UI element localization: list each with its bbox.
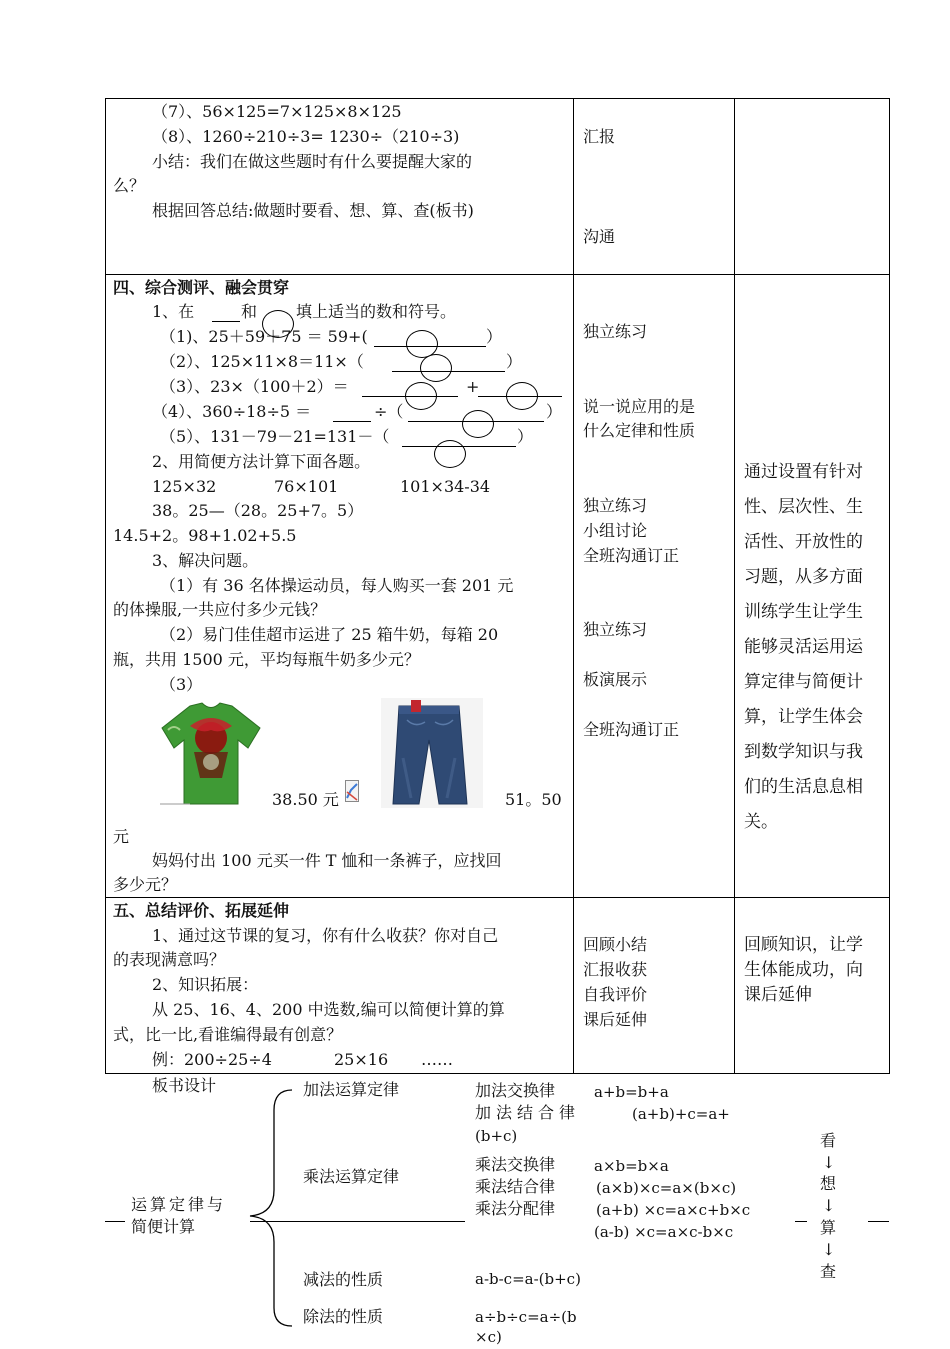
q1-item-2-a: （2）、125×11×8＝11×（ <box>160 352 364 371</box>
jeans-price: 51。50 <box>505 790 562 809</box>
q1-item-3-circle-2 <box>506 382 538 410</box>
board-step-arrow-3: ↓ <box>822 1240 836 1259</box>
s5-intent-2: 生体能成功，向 <box>744 960 863 980</box>
q1-item-4-blank-1 <box>333 421 371 422</box>
q1-intro-b: 和 <box>241 302 258 321</box>
s5-line-3b: 式，比一比,看谁编得最有创意？ <box>113 1025 343 1044</box>
q3-item-2-line2: 瓶，共用 1500 元，平均每瓶牛奶多少元？ <box>113 650 420 669</box>
q1-item-4-a: （4）、360÷18÷5 ＝ <box>152 402 312 421</box>
summary-question-line2: 么？ <box>113 176 146 195</box>
q1-blank-sample <box>212 321 240 322</box>
q1-item-4-c: ） <box>546 402 563 421</box>
board-right-tick <box>868 1221 889 1222</box>
summary-question-line1: 小结：我们在做这些题时有什么要提醒大家的 <box>152 152 473 171</box>
board-sub-property: 减法的性质 <box>303 1270 384 1289</box>
s4-intent-1: 通过设置有针对 <box>744 462 863 482</box>
table-top-border <box>105 98 890 99</box>
q1-item-4-b: ÷（ <box>374 402 404 421</box>
q2-item-4: 38。25—（28。25+7。5） <box>152 501 364 520</box>
col-divider-1 <box>573 98 574 1074</box>
s4-intent-5: 训练学生让学生 <box>744 602 863 622</box>
s5-example-ellipsis: …… <box>421 1050 453 1069</box>
s4-intent-6: 能够灵活运用运 <box>744 637 863 657</box>
board-add-associative-formula-2: (b+c) <box>475 1127 518 1145</box>
jeans-image <box>381 698 483 808</box>
s4-intent-4: 习题，从多方面 <box>744 567 863 587</box>
s4-intent-7: 算定律与简便计 <box>744 672 863 692</box>
q3-item-1-line1: （1）有 36 名体操运动员，每人购买一套 201 元 <box>160 576 514 595</box>
q1-intro-a: 1、在 <box>152 302 195 321</box>
board-mul-distributive-formula: (a+b) ×c=a×c+b×c <box>596 1201 751 1219</box>
board-root-line1: 运算定律与 <box>131 1195 227 1214</box>
board-div-formula-2: ×c) <box>475 1328 502 1346</box>
board-left-tick <box>105 1221 125 1222</box>
board-step-look: 看 <box>820 1131 837 1150</box>
s4-intent-8: 算，让学生体会 <box>744 707 863 727</box>
board-div-property: 除法的性质 <box>303 1307 384 1326</box>
q1-item-3-a: （3）、23×（100＋2）＝ <box>160 377 349 396</box>
board-mul-commutative-name: 乘法交换律 <box>475 1155 556 1174</box>
row-divider-1 <box>105 274 890 275</box>
s4-intent-11: 关。 <box>744 812 778 832</box>
q1-item-5-a: （5）、131－79－21=131－（ <box>160 427 390 446</box>
section5-title: 五、总结评价、拓展延伸 <box>113 901 290 920</box>
q2-item-3: 101×34-34 <box>400 477 491 496</box>
board-add-associative-formula: (a+b)+c=a+ <box>632 1105 730 1123</box>
s4-activity-1: 独立练习 <box>583 322 648 341</box>
board-div-formula: a÷b÷c=a÷(b <box>475 1308 577 1326</box>
board-step-think: 想 <box>820 1174 837 1193</box>
board-right-rule <box>795 1221 807 1222</box>
col-divider-2 <box>734 98 735 1074</box>
board-step-check: 查 <box>820 1262 837 1281</box>
table-left-border <box>105 98 106 1074</box>
q1-intro-c: 填上适当的数和符号。 <box>296 302 457 321</box>
s4-activity-2: 说一说应用的是 <box>583 397 696 416</box>
board-mul-distributive-formula-2: (a-b) ×c=a×c-b×c <box>594 1223 734 1241</box>
q1-item-4-circle <box>462 410 494 438</box>
board-mul-associative-name: 乘法结合律 <box>475 1177 556 1196</box>
s5-activity-1: 回顾小结 <box>583 935 648 954</box>
s4-activity-9: 全班沟通订正 <box>583 720 680 739</box>
board-step-calc: 算 <box>820 1218 837 1237</box>
activity-report: 汇报 <box>583 127 616 146</box>
s4-activity-4: 独立练习 <box>583 496 648 515</box>
board-add-associative-name: 加法结合律 <box>475 1103 581 1122</box>
q1-item-3-b: + <box>466 377 480 396</box>
s4-activity-6: 全班沟通订正 <box>583 546 680 565</box>
s5-line-1a: 1、通过这节课的复习，你有什么收获？你对自己 <box>152 926 499 945</box>
board-mul-laws: 乘法运算定律 <box>303 1167 400 1186</box>
board-title: 板书设计 <box>152 1076 217 1095</box>
q1-item-5-circle <box>434 440 466 468</box>
problem-7: （7）、56×125=7×125×8×125 <box>152 102 402 121</box>
problem-8: （8）、1260÷210÷3= 1230÷（210÷3) <box>152 127 460 146</box>
q1-item-3-circle-1 <box>405 382 437 410</box>
tshirt-image <box>160 700 262 806</box>
q1-item-1-a: （1)、25＋59＋75 ＝ 59+( <box>160 327 368 346</box>
summary-conclusion: 根据回答总结:做题时要看、想、算、查(板书) <box>152 201 474 220</box>
board-mul-commutative-formula: a×b=b×a <box>594 1157 669 1175</box>
q1-item-1-b: ） <box>486 327 503 346</box>
s4-intent-9: 到数学知识与我 <box>744 742 863 762</box>
board-root-line2: 简便计算 <box>131 1217 196 1236</box>
q2-item-5: 14.5+2。98+1.02+5.5 <box>113 526 297 545</box>
q3-item-3-line2: 多少元？ <box>113 875 178 894</box>
board-mul-associative-formula: (a×b)×c=a×(b×c) <box>596 1179 737 1197</box>
s4-activity-7: 独立练习 <box>583 620 648 639</box>
s4-activity-8: 板演展示 <box>583 670 648 689</box>
q3-item-3-line1: 妈妈付出 100 元买一件 T 恤和一条裤子，应找回 <box>152 851 502 870</box>
board-add-laws: 加法运算定律 <box>303 1080 400 1099</box>
board-step-arrow-1: ↓ <box>822 1153 836 1172</box>
table-right-border <box>889 98 890 1074</box>
q3-title: 3、解决问题。 <box>152 551 259 570</box>
section4-title: 四、综合测评、融会贯穿 <box>113 278 290 297</box>
s5-activity-4: 课后延伸 <box>583 1010 648 1029</box>
board-add-commutative-name: 加法交换律 <box>475 1081 556 1100</box>
s5-intent-3: 课后延伸 <box>744 985 812 1005</box>
s5-example: 例：200÷25÷4 <box>152 1050 272 1069</box>
row-divider-2 <box>105 897 890 898</box>
q1-item-5-b: ） <box>517 427 534 446</box>
s5-intent-1: 回顾知识，让学 <box>744 935 863 955</box>
s5-line-1b: 的表现满意吗？ <box>113 950 226 969</box>
activity-communicate: 沟通 <box>583 227 616 246</box>
s4-intent-3: 活性、开放性的 <box>744 532 863 552</box>
q3-item-2-line1: （2）易门佳佳超市运进了 25 箱牛奶，每箱 20 <box>160 625 499 644</box>
s5-line-3a: 从 25、16、4、200 中选数,编可以简便计算的算 <box>152 1000 505 1019</box>
q2-item-2: 76×101 <box>274 477 339 496</box>
q3-item-3-label: （3） <box>160 675 203 694</box>
board-mul-distributive-name: 乘法分配律 <box>475 1199 556 1218</box>
s4-activity-3: 什么定律和性质 <box>583 421 696 440</box>
s5-activity-3: 自我评价 <box>583 985 648 1004</box>
row-divider-3 <box>105 1073 890 1074</box>
board-step-arrow-2: ↓ <box>822 1196 836 1215</box>
board-sub-formula: a-b-c=a-(b+c) <box>475 1270 581 1288</box>
q3-item-1-line2: 的体操服,一共应付多少元钱？ <box>113 600 327 619</box>
board-brace <box>244 1086 294 1328</box>
tshirt-price: 38.50 元 <box>272 790 339 809</box>
s5-activity-2: 汇报收获 <box>583 960 648 979</box>
s5-example-2: 25×16 <box>334 1050 389 1069</box>
s4-activity-5: 小组讨论 <box>583 521 648 540</box>
price-unit: 元 <box>113 827 130 846</box>
broken-image-icon <box>345 780 359 802</box>
s4-intent-10: 们的生活息息相 <box>744 777 863 797</box>
q2-item-1: 125×32 <box>152 477 217 496</box>
q1-item-2-circle <box>420 354 452 382</box>
s5-line-2: 2、知识拓展： <box>152 975 259 994</box>
s4-intent-2: 性、层次性、生 <box>744 497 863 517</box>
q1-item-2-b: ） <box>506 352 523 371</box>
board-add-commutative-formula: a+b=b+a <box>594 1083 669 1101</box>
q2-title: 2、用简便方法计算下面各题。 <box>152 452 371 471</box>
